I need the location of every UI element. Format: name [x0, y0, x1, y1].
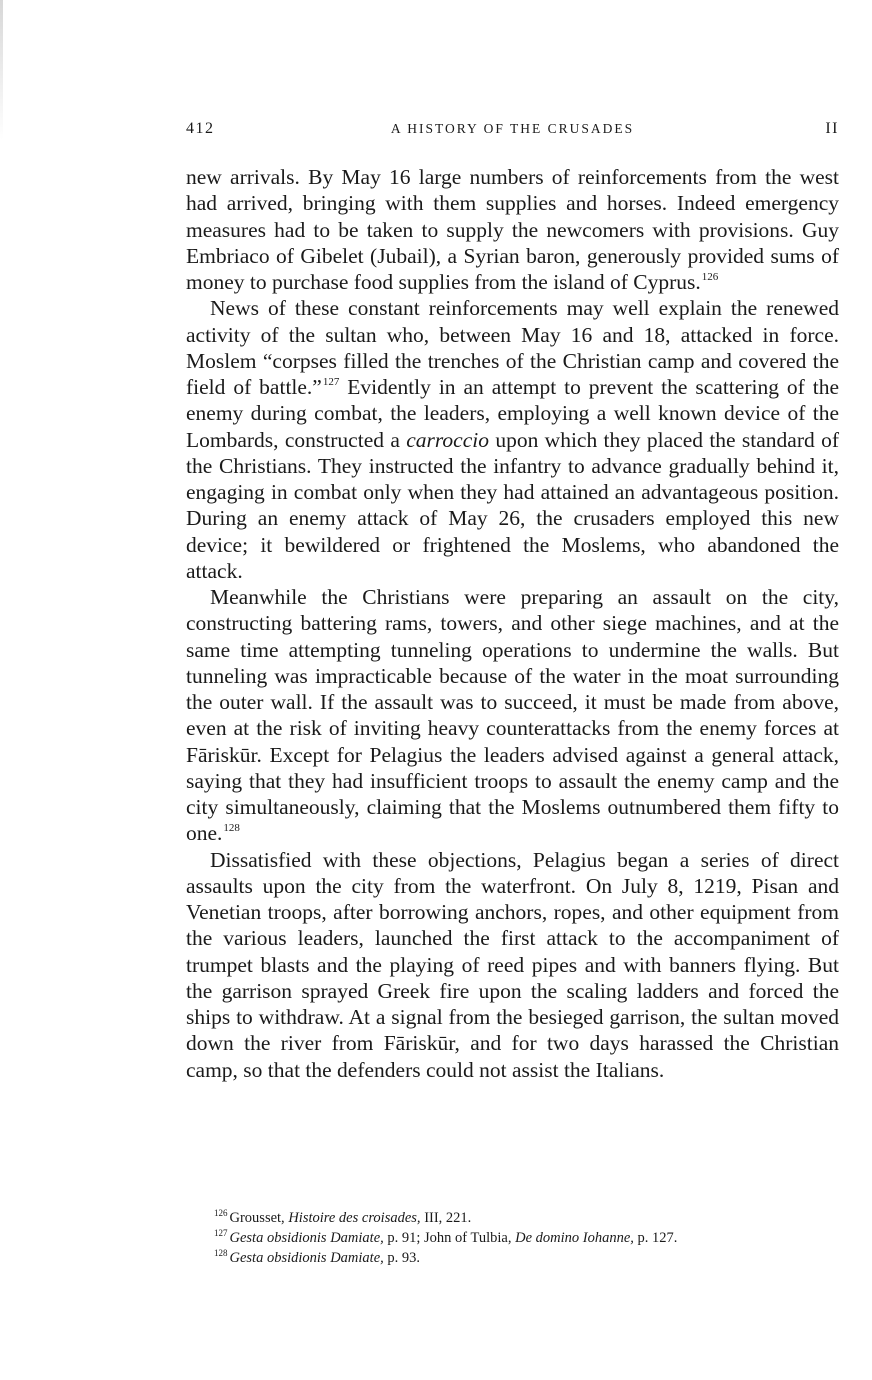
running-title: A HISTORY OF THE CRUSADES — [390, 121, 635, 136]
paragraph-4 — [186, 847, 839, 1083]
footnote-text: p. 91; John of Tulbia, — [383, 1230, 516, 1246]
footnote-number: 127 — [214, 1228, 228, 1238]
footnote-127 — [214, 1228, 839, 1248]
footnote-number: 128 — [214, 1248, 228, 1258]
italic-term-carroccio: carroccio — [406, 427, 489, 452]
body-text — [186, 164, 839, 1083]
footnote-text: p. 127. — [633, 1230, 678, 1246]
binding-edge — [0, 0, 3, 140]
footnotes — [214, 1208, 839, 1268]
paragraph-2 — [186, 295, 839, 584]
paragraph-2-text-c: upon which they placed the standard of the Christians. They instructed the infantry to advance gradually behind it, engaging in combat only when they had attained an advantageous position. During an enemy attack of May 26, the crusaders employed this new device; it bewildered or frightened the Moslems, who abandoned the attack. — [186, 427, 840, 583]
footnote-ref-126: 126 — [701, 271, 719, 283]
footnote-128 — [214, 1248, 839, 1268]
paragraph-3-text: Meanwhile the Christians were preparing an assault on the city, constructing battering rams, towers, and other siege machines, and at the same time attempting tunneling operations to undermine the walls. But tunneling was impracticable because of the water in the moat surrounding the outer wall. If the assault was to succeed, it must be made from above, even at the risk of inviting heavy counterattacks from the enemy forces at Fāriskūr. Except for Pelagius the leaders advised against a general attack, saying that they had insufficient troops to assault the enemy camp and the city simultaneously, claiming that the Moslems outnumbered them fifty to one. — [186, 585, 839, 846]
footnote-title: De domino Iohanne, — [515, 1230, 634, 1246]
paragraph-1-text: new arrivals. By May 16 large numbers of reinforcements from the west had arrived, bringing with them supplies and horses. Indeed emergency measures had to be taken to supply the newcomers with provisions. Guy Embriaco of Gibelet (Jubail), a Syrian baron, generously provided sums of money to purchase food supplies from the island of Cyprus. — [186, 165, 839, 294]
footnote-ref-127: 127 — [322, 376, 340, 388]
paragraph-4-text: Dissatisfied with these objections, Pelagius began a series of direct assaults upon the city from the waterfront. On July 8, 1219, Pisan and Venetian troops, after borrowing anchors, ropes, and other equipment from the various leaders, launched the first attack to the accompaniment of trumpet blasts and the playing of reed pipes and with banners flying. But the garrison sprayed Greek fire upon the scaling ladders and forced the ships to withdraw. At a signal from the besieged garrison, the sultan moved down the river from Fāriskūr, and for two days harassed the Christian camp, so that the defenders could not assist the Italians. — [186, 847, 839, 1082]
footnote-text: III, 221. — [420, 1210, 472, 1226]
footnote-text: Grousset, — [229, 1210, 289, 1226]
volume-number: II — [825, 120, 839, 137]
footnote-text: p. 93. — [383, 1250, 421, 1266]
footnote-title: Gesta obsidionis Damiate, — [229, 1250, 384, 1266]
footnote-title: Gesta obsidionis Damiate, — [229, 1230, 384, 1246]
paragraph-1 — [186, 164, 839, 295]
paragraph-3 — [186, 584, 839, 847]
paragraph-2-text-b: Evidently in an attempt to prevent the scattering of the enemy during combat, the leaders, employing a well known device of the Lombards, constructed a — [186, 375, 839, 452]
paragraph-2-text-a: News of these constant reinforcements may well explain the renewed activity of the sultan who, between May 16 and 18, attacked in force. Moslem “corpses filled the trenches of the Christian camp and covered the field of battle.” — [186, 296, 839, 399]
footnote-number: 126 — [214, 1208, 228, 1218]
page-number: 412 — [186, 120, 215, 137]
footnote-126 — [214, 1208, 839, 1228]
footnote-title: Histoire des croisades, — [288, 1210, 421, 1226]
running-head — [186, 120, 839, 142]
footnote-ref-128: 128 — [223, 822, 240, 835]
